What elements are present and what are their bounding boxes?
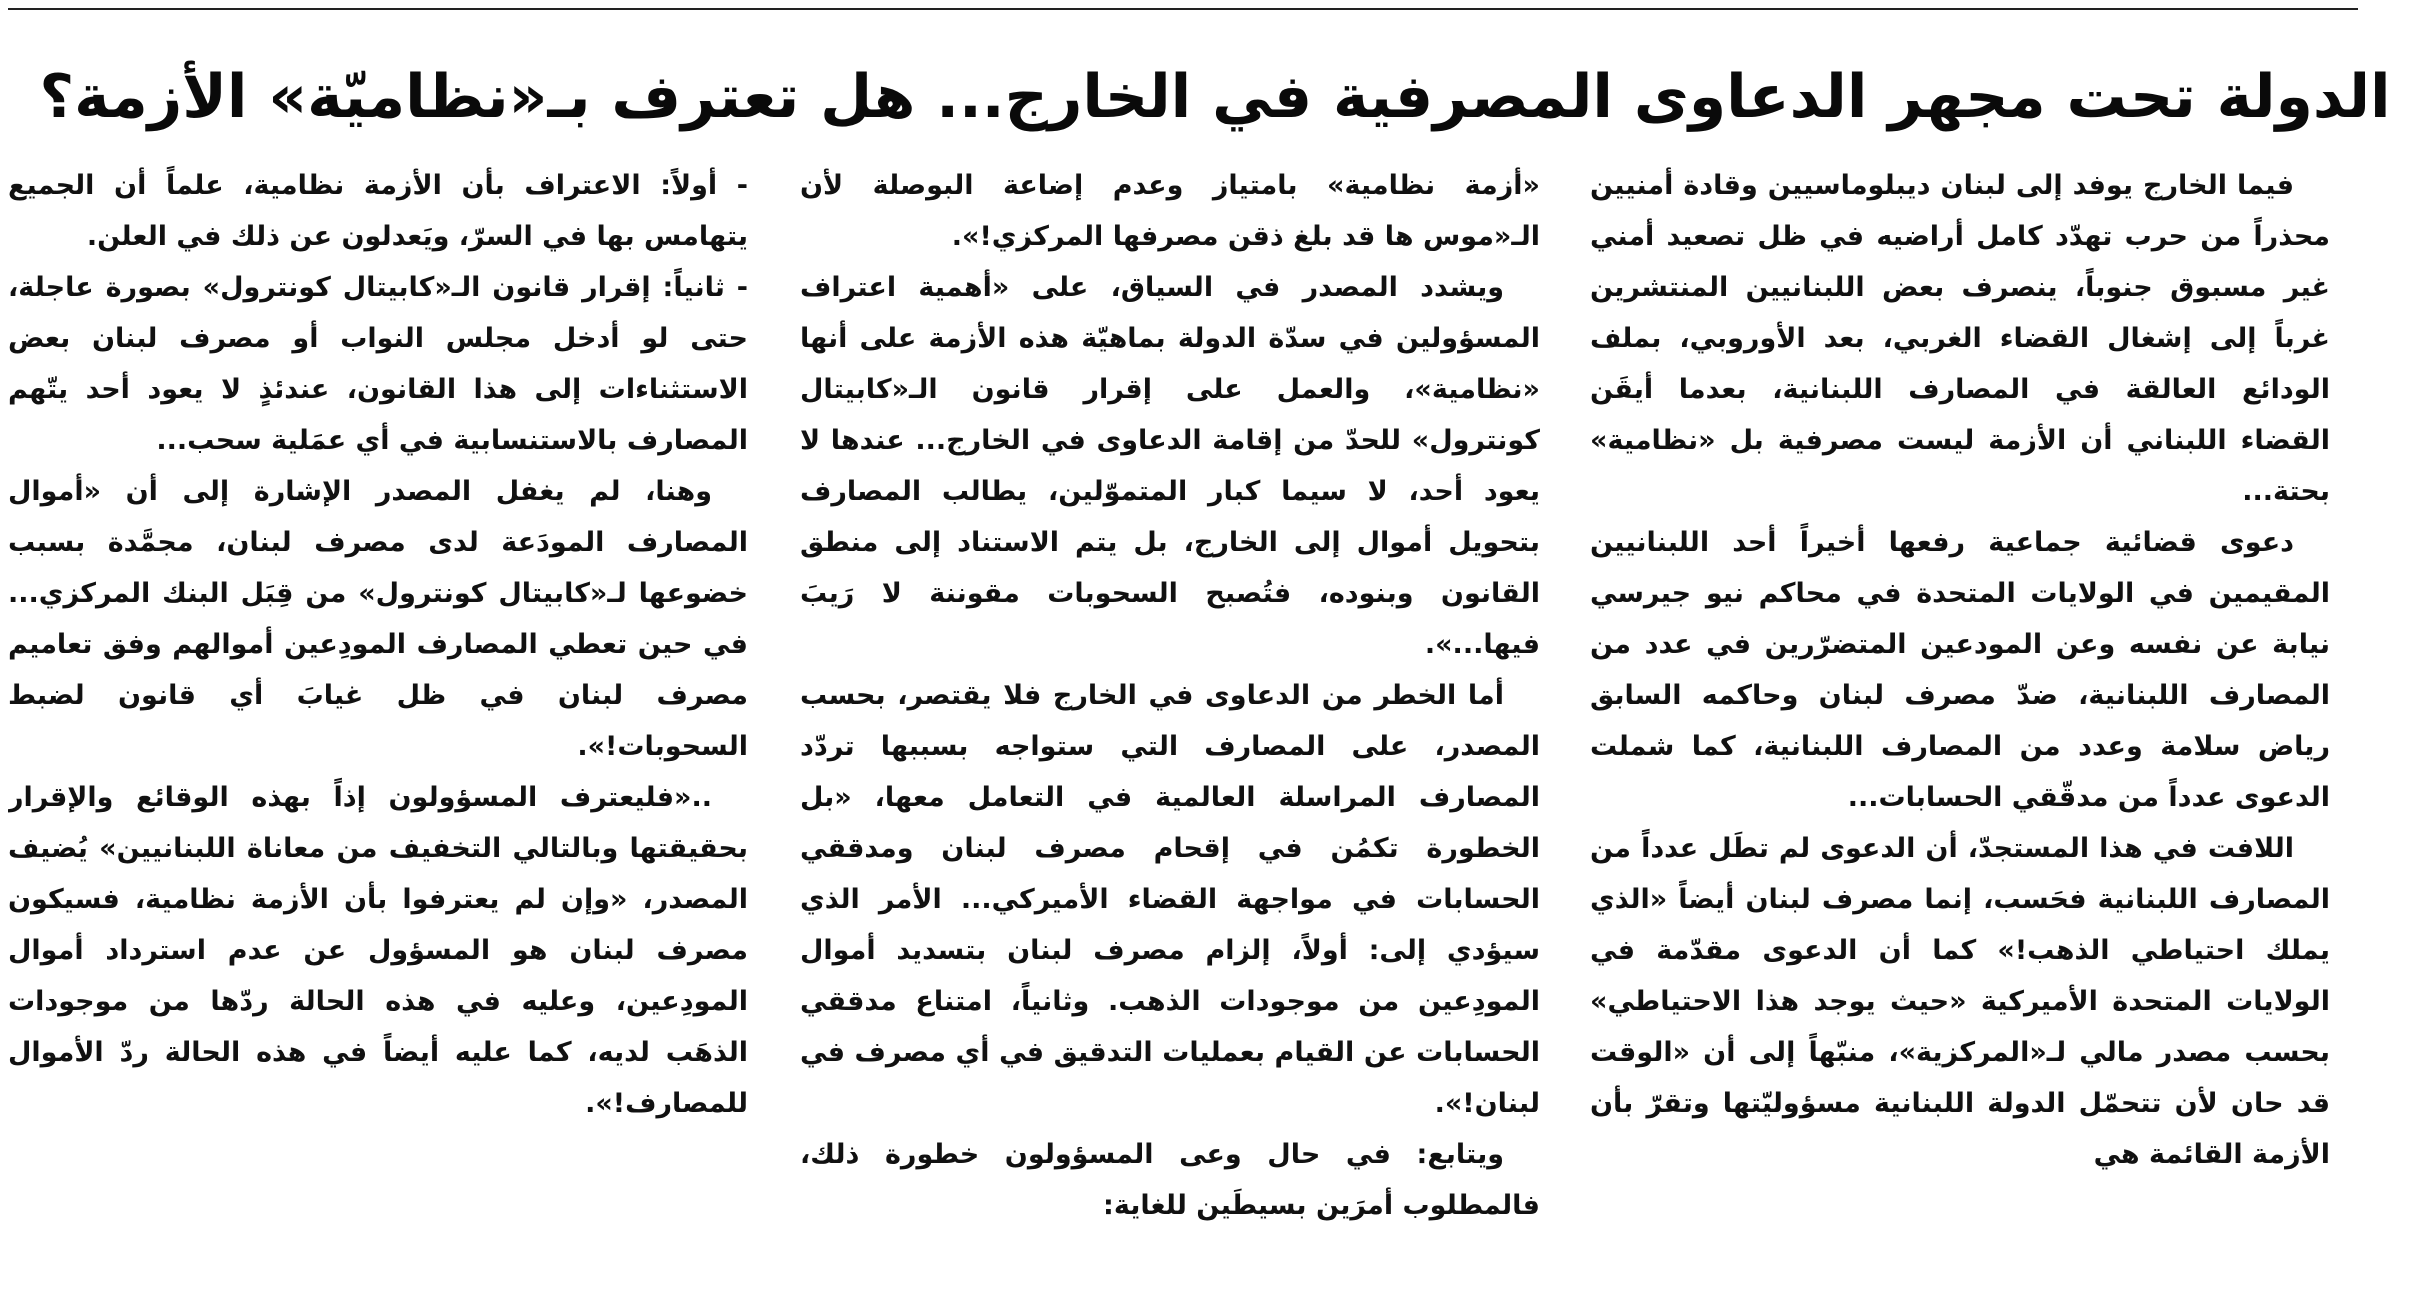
paragraph: - أولاً: الاعتراف بأن الأزمة نظامية، علماً أن الجميع يتهامس بها في السرّ، ويَعدلون عن ذلك في العلن. <box>8 170 748 252</box>
article-column-middle <box>800 160 1540 1270</box>
paragraph: ويشدد المصدر في السياق، على «أهمية اعتراف المسؤولين في سدّة الدولة بماهيّة هذه الأزمة على أنها «نظامية»، والعمل على إقرار قانون الـ«كابيتال كونترول» للحدّ من إقامة الدعاوى في الخارج... عندها لا يعود أحد، لا سيما كبار المتموّلين، يطالب المصارف بتحويل أموال إلى الخارج، بل يتم الاستناد إلى منطق القانون وبنوده، فتُصبح السحوبات مقوننة لا رَيبَ فيها...». <box>800 272 1540 660</box>
article-column-right <box>1590 160 2330 1270</box>
paragraph: وهنا، لم يغفل المصدر الإشارة إلى أن «أموال المصارف المودَعة لدى مصرف لبنان، مجمَّدة بسبب خضوعها لـ«كابيتال كونترول» من قِبَل البنك المركزي... في حين تعطي المصارف المودِعين أموالهم وفق تعاميم مصرف لبنان في ظل غيابَ أي قانون لضبط السحوبات!». <box>8 476 748 762</box>
paragraph: أما الخطر من الدعاوى في الخارج فلا يقتصر، بحسب المصدر، على المصارف التي ستواجه بسببها تردّد المصارف المراسلة العالمية في التعامل معها، «بل الخطورة تكمُن في إقحام مصرف لبنان ومدققي الحسابات في مواجهة القضاء الأميركي... الأمر الذي سيؤدي إلى: أولاً، إلزام مصرف لبنان بتسديد أموال المودِعين من موجودات الذهب. وثانياً، امتناع مدققي الحسابات عن القيام بعمليات التدقيق في أي مصرف في لبنان!». <box>800 680 1540 1119</box>
top-rule <box>8 8 2358 10</box>
paragraph: ..«فليعترف المسؤولون إذاً بهذه الوقائع والإقرار بحقيقتها وبالتالي التخفيف من معاناة اللبنانيين» يُضيف المصدر، «وإن لم يعترفوا بأن الأزمة نظامية، فسيكون مصرف لبنان هو المسؤول عن عدم استرداد أموال المودِعين، وعليه في هذه الحالة ردّها من موجودات الذهَب لديه، كما عليه أيضاً في هذه الحالة ردّ الأموال للمصارف!». <box>8 782 748 1119</box>
article-headline: الدولة تحت مجهر الدعاوى المصرفية في الخارج... هل تعترف بـ«نظاميّة» الأزمة؟ <box>39 62 2391 132</box>
paragraph: دعوى قضائية جماعية رفعها أخيراً أحد اللبنانيين المقيمين في الولايات المتحدة في محاكم نيو جيرسي نيابة عن نفسه وعن المودعين المتضرّرين في عدد من المصارف اللبنانية، ضدّ مصرف لبنان وحاكمه السابق رياض سلامة وعدد من المصارف اللبنانية، كما شملت الدعوى عدداً من مدقّقي الحسابات... <box>1590 527 2330 813</box>
article-column-left <box>8 160 748 1270</box>
paragraph: فيما الخارج يوفد إلى لبنان ديبلوماسيين وقادة أمنيين محذراً من حرب تهدّد كامل أراضيه في ظل تصعيد أمني غير مسبوق جنوباً، ينصرف بعض اللبنانيين المنتشرين غرباً إلى إشغال القضاء الغربي، بعد الأوروبي، بملف الودائع العالقة في المصارف اللبنانية، بعدما أيقَن القضاء اللبناني أن الأزمة ليست مصرفية بل «نظامية» بحتة... <box>1590 170 2330 507</box>
paragraph: «أزمة نظامية» بامتياز وعدم إضاعة البوصلة لأن الـ«موس ها قد بلغ ذقن مصرفها المركزي!». <box>800 170 1540 252</box>
paragraph: - ثانياً: إقرار قانون الـ«كابيتال كونترول» بصورة عاجلة، حتى لو أدخل مجلس النواب أو مصرف لبنان بعض الاستثناءات إلى هذا القانون، عندئذٍ لا يعود أحد يتّهم المصارف بالاستنسابية في أي عمَلية سحب... <box>8 272 748 456</box>
paragraph: ويتابع: في حال وعى المسؤولون خطورة ذلك، فالمطلوب أمرَين بسيطَين للغاية: <box>800 1139 1540 1221</box>
paragraph: اللافت في هذا المستجدّ، أن الدعوى لم تطَل عدداً من المصارف اللبنانية فحَسب، إنما مصرف لبنان أيضاً «الذي يملك احتياطي الذهب!» كما أن الدعوى مقدّمة في الولايات المتحدة الأميركية «حيث يوجد هذا الاحتياطي» بحسب مصدر مالي لـ«المركزية»، منبّهاً إلى أن «الوقت قد حان لأن تتحمّل الدولة اللبنانية مسؤوليّتها وتقرّ بأن الأزمة القائمة هي <box>1590 833 2330 1170</box>
